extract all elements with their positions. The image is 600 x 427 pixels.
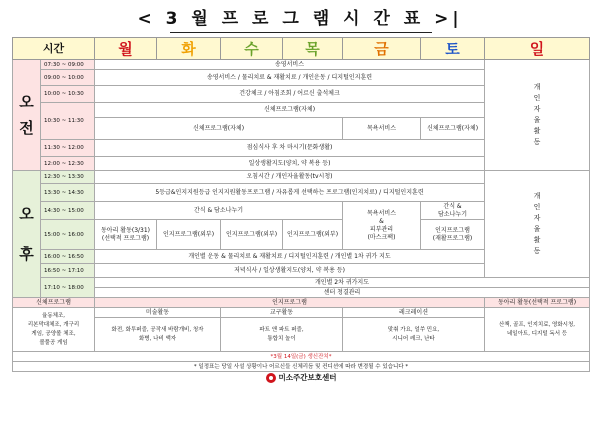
recreation-subheader: 레크레이션	[343, 308, 485, 318]
header-thu: 목	[283, 38, 343, 60]
schedule-cell: 송영서비스 / 물리치료 & 재활치료 / 개인운동 / 디지털인지훈련	[95, 70, 485, 86]
schedule-cell: 송영서비스	[95, 60, 485, 70]
physical-program-list: 율동체조, 리본막대체조, 개구리 게임, 공양볼 체조, 볼풀공 게임	[13, 308, 95, 352]
time-cell: 12:30 ~ 13:30	[41, 171, 95, 184]
header-mon: 월	[95, 38, 157, 60]
session-am-char1: 오	[19, 93, 34, 111]
schedule-cell-wed: 인지프로그램(외부)	[221, 220, 283, 250]
sunday-char: 동	[533, 138, 541, 146]
sunday-char: 개	[533, 192, 541, 200]
time-cell: 13:30 ~ 14:30	[41, 184, 95, 202]
schedule-cell-mon-club: 동아리 활동(3/31) (선택적 프로그램)	[95, 220, 157, 250]
club-program-header: 동아리 활동(선택적 프로그램)	[485, 298, 590, 308]
sunday-char: 자	[533, 214, 541, 222]
time-cell: 17:10 ~ 18:00	[41, 278, 95, 298]
schedule-table	[12, 37, 590, 388]
title-text: < 3 월 프 로 그 램 시 간 표 >|	[137, 9, 463, 29]
smile-logo-icon	[266, 373, 276, 383]
logo-cell	[13, 372, 590, 388]
time-cell: 14:30 ~ 15:00	[41, 202, 95, 220]
header-time: 시간	[13, 38, 95, 60]
session-pm-char2: 후	[19, 245, 34, 263]
center-logo	[266, 373, 337, 383]
sunday-am-cell	[485, 60, 590, 171]
time-cell: 10:00 ~ 10:30	[41, 86, 95, 103]
time-cell: 11:30 ~ 12:00	[41, 140, 95, 157]
recreation-program-list: 맞춰 가요, 얼쑤 민요, 시니어 레크, 난타	[343, 318, 485, 352]
schedule-cell: 건강체크 / 아침조회 / 어르신 출석체크	[95, 86, 485, 103]
schedule-cell: 점심식사 후 차 마시기(문화생활)	[95, 140, 485, 157]
session-am	[13, 60, 41, 171]
header-row	[13, 38, 590, 60]
page-title	[0, 4, 600, 29]
schedule-cell: 저녁식사 / 일상생활지도(양치, 약 복용 등)	[95, 264, 485, 278]
schedule-cell-sat-snack: 간식 & 담소나누기	[421, 202, 485, 220]
schedule-note: * 일정표는 당일 사설 상황이나 어르신들 신체리듬 및 컨디션에 따라 변경될 수 있습니다 *	[13, 362, 590, 372]
sunday-char: 율	[533, 116, 541, 124]
sunday-char: 율	[533, 225, 541, 233]
center-name: 미소주간보호센터	[278, 373, 337, 383]
schedule-cell-sat-rehab: 인지프로그램 (재활프로그램)	[421, 220, 485, 250]
schedule-cell-thu: 인지프로그램(외부)	[283, 220, 343, 250]
sunday-char: 활	[533, 127, 541, 135]
sunday-pm-cell	[485, 171, 590, 278]
schedule-cell: 5등급&인지지원등급 인지지원활동프로그램 / 자유롭게 선택하는 프로그램(인지치료) / 디지털인지훈련	[95, 184, 485, 202]
schedule-cell-tue: 인지프로그램(외부)	[157, 220, 221, 250]
schedule-cell-fri-pm: 목욕서비스 & 피부관리 (마스크팩)	[343, 202, 421, 250]
header-sat: 토	[421, 38, 485, 60]
schedule-cell-fri: 목욕서비스	[343, 118, 421, 140]
header-tue: 화	[157, 38, 221, 60]
cognitive-program-header: 인지프로그램	[95, 298, 485, 308]
time-cell: 07:30 ~ 09:00	[41, 60, 95, 70]
birthday-note: *3월 14일(금) 생신잔치*	[13, 352, 590, 362]
header-wed: 수	[221, 38, 283, 60]
club-program-list: 산책, 골프, 인지치료, 영화시청, 네일아트, 디지털 독서 등	[485, 308, 590, 352]
time-cell: 16:00 ~ 16:50	[41, 250, 95, 264]
sunday-char: 인	[533, 203, 541, 211]
teaching-subheader: 교구활동	[221, 308, 343, 318]
sunday-char: 개	[533, 83, 541, 91]
schedule-cell: 신체프로그램(자체)	[95, 118, 343, 140]
time-cell: 12:00 ~ 12:30	[41, 157, 95, 171]
sunday-char: 동	[533, 247, 541, 255]
time-cell: 16:50 ~ 17:10	[41, 264, 95, 278]
schedule-cell: 개인별 운동 & 물리치료 & 재활치료 / 디지털인지훈련 / 개인별 1차 귀가 지도	[95, 250, 485, 264]
session-am-char2: 전	[19, 119, 34, 137]
session-pm	[13, 171, 41, 298]
schedule-cell: 센터 청결관리	[95, 288, 590, 298]
session-pm-char1: 오	[19, 205, 34, 223]
art-subheader: 미술활동	[95, 308, 221, 318]
schedule-cell: 개인별 2차 귀가지도	[95, 278, 590, 288]
schedule-cell: 간식 & 담소나누기	[95, 202, 343, 220]
schedule-cell-sat: 신체프로그램(자체)	[421, 118, 485, 140]
schedule-cell: 일상생활지도(양치, 약 복용 등)	[95, 157, 485, 171]
sunday-char: 자	[533, 105, 541, 113]
header-fri: 금	[343, 38, 421, 60]
header-sun: 일	[485, 38, 590, 60]
time-cell: 15:00 ~ 16:00	[41, 220, 95, 250]
time-cell: 10:30 ~ 11:30	[41, 103, 95, 140]
schedule-cell: 신체프로그램(자체)	[95, 103, 485, 118]
sunday-char: 활	[533, 236, 541, 244]
art-program-list: 화전, 화투퍼즐, 공작새 바람개비, 청자 화병, 나비 액자	[95, 318, 221, 352]
physical-program-header: 신체프로그램	[13, 298, 95, 308]
teaching-program-list: 파트 앤 파트 퍼즐, 통합치 놀이	[221, 318, 343, 352]
schedule-cell: 오침시간 / 개인자율활동(tv시청)	[95, 171, 485, 184]
title-underline	[170, 32, 432, 33]
time-cell: 09:00 ~ 10:00	[41, 70, 95, 86]
sunday-char: 인	[533, 94, 541, 102]
